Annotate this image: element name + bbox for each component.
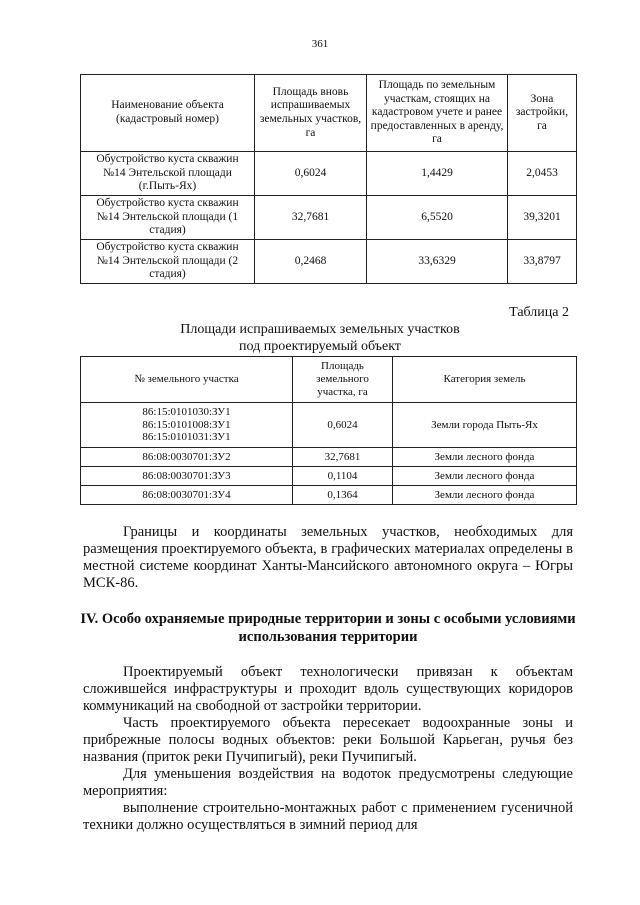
paragraph-infrastructure: Проектируемый объект технологически привязан к объектам сложившейся инфраструктуры и проходит вдоль существующих коридоров коммуникаций на свободной от застройки территории. <box>83 664 573 714</box>
parcel-id: 86:15:0101030:ЗУ1 <box>142 405 231 418</box>
cell-registered-area: 33,6329 <box>367 240 508 284</box>
header-object-name: Наименование объекта (кадастровый номер) <box>81 75 255 152</box>
section-heading: IV. Особо охраняемые природные территории и зоны с особыми условиями использования территории <box>80 611 576 645</box>
table-row <box>81 486 577 505</box>
parcel-id: 86:15:0101008:ЗУ1 <box>142 418 231 431</box>
cell-new-area: 0,6024 <box>255 152 367 196</box>
cell-parcel-area: 0,1104 <box>293 467 393 486</box>
header-parcel-number: № земельного участка <box>81 357 293 403</box>
cell-land-category: Земли лесного фонда <box>393 467 577 486</box>
parcel-id: 86:15:0101031:ЗУ1 <box>142 431 231 444</box>
cell-object-name: Обустройство куста скважин №14 Энтельской площади (1 стадия) <box>81 196 255 240</box>
cell-parcel-number <box>81 403 293 448</box>
table-row <box>81 403 577 448</box>
table-row <box>81 196 577 240</box>
parcel-table <box>80 356 577 505</box>
table-row <box>81 448 577 467</box>
page-number: 361 <box>311 38 329 50</box>
header-parcel-area: Площадь земельного участка, га <box>293 357 393 403</box>
table-row <box>81 467 577 486</box>
table2-label: Таблица 2 <box>509 305 569 320</box>
cell-new-area: 0,2468 <box>255 240 367 284</box>
header-zone: Зона застройки, га <box>508 75 577 152</box>
cell-land-category: Земли города Пыть-Ях <box>393 403 577 448</box>
header-new-area: Площадь вновь испрашиваемых земельных участков, га <box>255 75 367 152</box>
cell-parcel-area: 0,1364 <box>293 486 393 505</box>
paragraph-winter-works: выполнение строительно-монтажных работ с применением гусеничной техники должно осуществляться в зимний период для <box>83 800 573 833</box>
table-header-row <box>81 357 577 403</box>
cell-object-name: Обустройство куста скважин №14 Энтельской площади (г.Пыть-Ях) <box>81 152 255 196</box>
header-land-category: Категория земель <box>393 357 577 403</box>
cell-parcel-area: 32,7681 <box>293 448 393 467</box>
paragraph-boundaries: Границы и координаты земельных участков, необходимых для размещения проектируемого объекта, в графических материалах определены в местной системе координат Ханты-Мансийского автономного округа – Югры МСК-86. <box>83 524 573 591</box>
cell-zone: 39,3201 <box>508 196 577 240</box>
table2-title-line2: под проектируемый объект <box>239 339 401 354</box>
cell-zone: 2,0453 <box>508 152 577 196</box>
table-row <box>81 240 577 284</box>
cell-parcel-number: 86:08:0030701:ЗУ2 <box>81 448 293 467</box>
paragraph-water-zones: Часть проектируемого объекта пересекает водоохранные зоны и прибрежные полосы водных объектов: реки Большой Карьеган, ручья без названия (приток реки Пучипигый), реки Пучипигый. <box>83 715 573 765</box>
table2-title-line1: Площади испрашиваемых земельных участков <box>180 322 460 337</box>
cell-land-category: Земли лесного фонда <box>393 486 577 505</box>
cell-registered-area: 6,5520 <box>367 196 508 240</box>
cell-parcel-number: 86:08:0030701:ЗУ3 <box>81 467 293 486</box>
cell-object-name: Обустройство куста скважин №14 Энтельской площади (2 стадия) <box>81 240 255 284</box>
cell-zone: 33,8797 <box>508 240 577 284</box>
cell-parcel-number: 86:08:0030701:ЗУ4 <box>81 486 293 505</box>
paragraph-measures: Для уменьшения воздействия на водоток предусмотрены следующие мероприятия: <box>83 766 573 799</box>
table-header-row <box>81 75 577 152</box>
land-area-table <box>80 74 577 284</box>
cell-land-category: Земли лесного фонда <box>393 448 577 467</box>
table-row <box>81 152 577 196</box>
cell-registered-area: 1,4429 <box>367 152 508 196</box>
cell-new-area: 32,7681 <box>255 196 367 240</box>
cell-parcel-area: 0,6024 <box>293 403 393 448</box>
header-registered-area: Площадь по земельным участкам, стоящих на кадастровом учете и ранее предоставленных в аренду, га <box>367 75 508 152</box>
